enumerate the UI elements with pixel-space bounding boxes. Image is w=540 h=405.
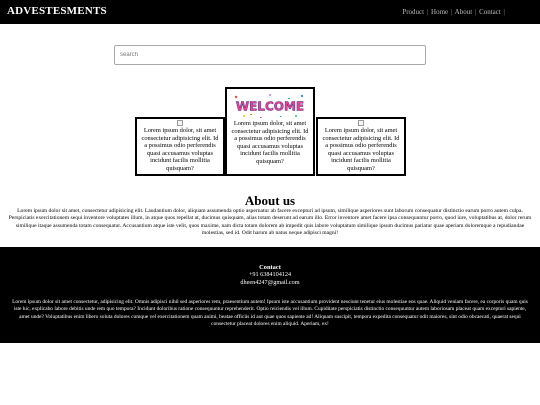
welcome-banner-text: WELCOME xyxy=(235,99,305,114)
card-left xyxy=(135,117,225,176)
nav-separator: | xyxy=(426,8,429,16)
contact-email: dheen4247@gmail.com xyxy=(240,279,300,286)
nav-link-about[interactable]: About xyxy=(454,8,473,16)
nav-separator: | xyxy=(474,8,477,16)
card-text: Lorem ipsum dolor, sit amet consectetur adipisicing elit. Id a possimus odio perferendis quasi accusamus voluptas incidunt facilis mollitia quisquam? xyxy=(231,120,309,165)
about-heading: About us xyxy=(244,193,296,208)
card-text: Lorem ipsum dolor, sit amet consectetur adipisicing elit. Id a possimus odio perferendis quasi accusamus voluptas incidunt facilis mollitia quisquam? xyxy=(322,127,400,172)
nav-links xyxy=(402,8,506,16)
footer xyxy=(0,247,540,343)
top-navbar xyxy=(0,0,540,24)
card-text: Lorem ipsum dolor, sit amet consectetur adipisicing elit. Id a possimus odio perferendis quasi accusamus voluptas incidunt facilis mollitia quisquam? xyxy=(141,127,219,172)
nav-separator: | xyxy=(503,8,505,16)
broken-image-icon xyxy=(177,120,183,126)
footer-paragraph: Lorem ipsum dolor sit amet consectetur, adipisicing elit. Omnis adipisci nihil sed asperiores rem, praesentium autem! Ipsum iste accusantium provident nesciunt tenetur eius molestiae eos quae. Aliquid veniam facere, ea corporis quam quis iste hic, explicabo labore debitis unde rem quo tempora? Incidunt doloribus ratione consequuntur reprehenderit. Optio reiciendis vel illum. Cupiditate perspiciatis distinctio consequuntur autem laboriosam placeat quam excepturi sapiente, amet unde? Voluptatibus enim libero soluta dolores cumque vel exercitationem quam animi, beatae officiis id aut quae quos sapiente ad! Aliquam suscipit, tempora expedita consequatur odit maiores, sint odio obcaecati, quaerat sequi consectetur placeat dolores enim aliquid. Aperiam, ex! xyxy=(12,299,528,327)
nav-link-home[interactable]: Home xyxy=(431,8,449,16)
about-paragraph: Lorem ipsum dolor sit amet, consectetur adipisicing elit. Laudantium dolor, aliquam assumenda optio aspernatur ab facere excepturi ad ipsum, similique asperiores sunt laborum consequatur distinctio earum porro autem culpa. Perspiciatis exercitationem sequi inventore voluptates illum, in atque quos repellat at, ducimus quisquam, alias totam deserunt ad earum illo. Error inventore amet facere ipsa consequuntur porro, quod iure, voluptatibus at, dolor rerum similique itaque assumenda totam consequatur. Accusantium atque iste velit, quos maxime, nam dicta totam dolorem ab impedit quis labore voluptatum similique ipsum ducimus pariatur quae aperiam doloremque a repudiandae molestias, sed id. Odit harum ab natus neque adipisci magni! xyxy=(8,208,532,237)
brand-logo-text[interactable]: ADVESTESMENTS xyxy=(7,5,107,17)
card-right xyxy=(316,117,406,176)
nav-link-product[interactable]: Product xyxy=(402,8,425,16)
search-input[interactable] xyxy=(114,45,426,65)
contact-phone: +91 6384104124 xyxy=(248,271,292,278)
card-welcome xyxy=(225,87,315,176)
welcome-banner-image xyxy=(230,92,310,120)
broken-image-icon xyxy=(358,120,364,126)
nav-link-contact[interactable]: Contact xyxy=(479,8,501,16)
nav-separator: | xyxy=(450,8,453,16)
contact-heading: Contact xyxy=(259,264,281,271)
